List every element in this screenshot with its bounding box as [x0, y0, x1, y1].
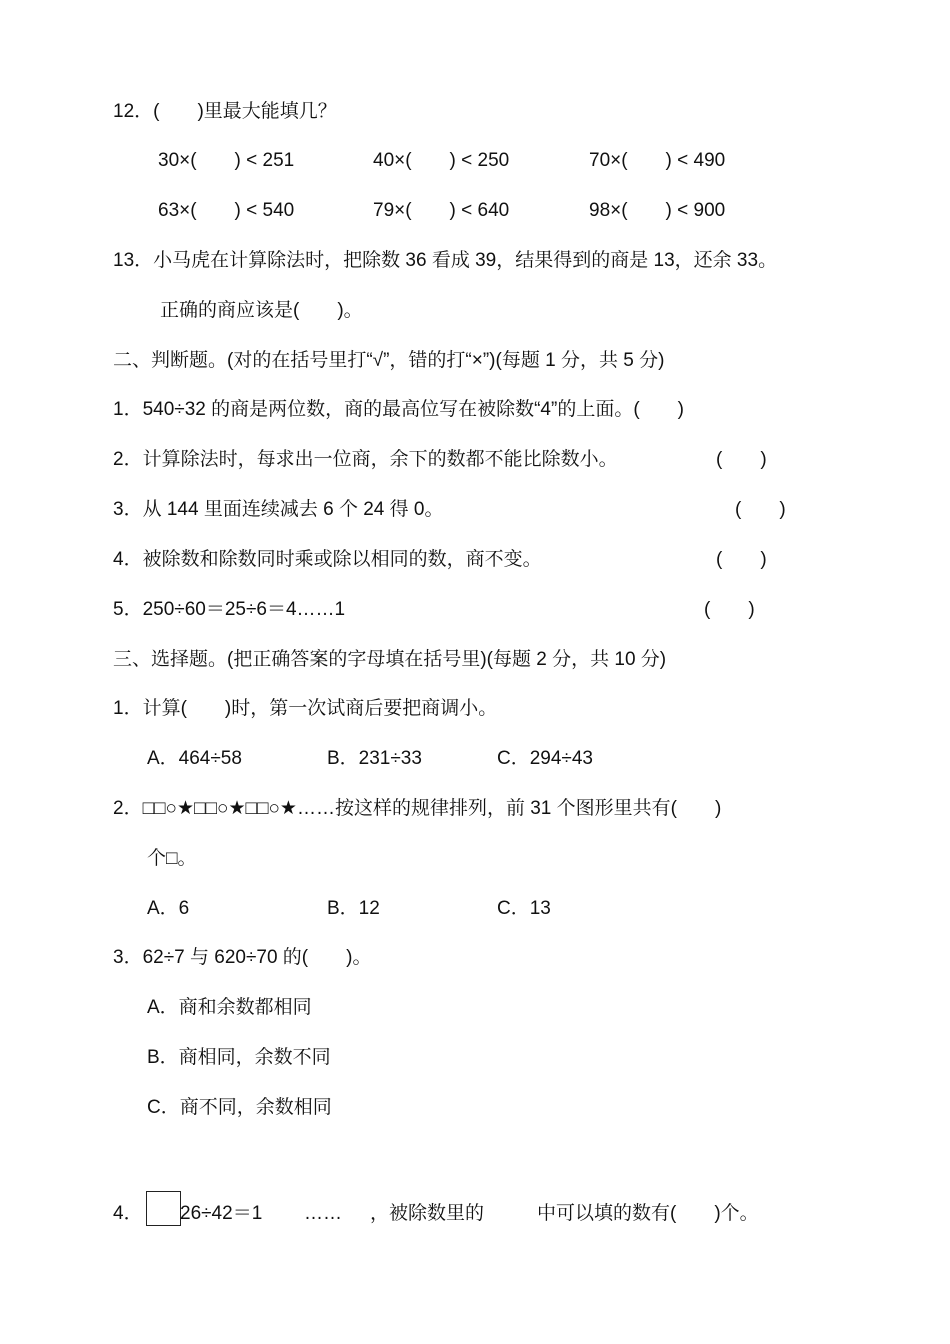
choice-q2-option-c: C．13: [497, 898, 551, 919]
q12-stem: 12．( )里最大能填几？: [113, 101, 337, 122]
judge-item-5-bracket: ( ): [704, 599, 755, 620]
judge-item-3-bracket: ( ): [735, 499, 786, 520]
judge-item-5: 5．250÷60＝25÷6＝4……1: [113, 599, 346, 620]
choice-q2-line-1: 2．□□○★□□○★□□○★……按这样的规律排列，前 31 个图形里共有( ): [113, 798, 722, 819]
choice-q4-dots: ……: [304, 1203, 342, 1224]
judge-item-3: 3．从 144 里面连续减去 6 个 24 得 0。: [113, 499, 444, 520]
section-3-heading: 三、选择题。(把正确答案的字母填在括号里)(每题 2 分，共 10 分): [113, 649, 667, 670]
choice-q1-stem: 1．计算( )时，第一次试商后要把商调小。: [113, 698, 498, 719]
choice-q4-tail: 中可以填的数有( )个。: [537, 1203, 759, 1224]
q12-item-3: 70×( ) < 490: [589, 150, 726, 171]
judge-item-4: 4．被除数和除数同时乘或除以相同的数，商不变。: [113, 549, 542, 570]
choice-q3-stem: 3．62÷7 与 620÷70 的( )。: [113, 947, 372, 968]
q13-line-2: 正确的商应该是( )。: [160, 300, 363, 321]
judge-item-4-bracket: ( ): [716, 549, 767, 570]
judge-item-2-bracket: ( ): [716, 449, 767, 470]
choice-q2-option-b: B．12: [327, 898, 380, 919]
q13-line-1: 13．小马虎在计算除法时，把除数 36 看成 39，结果得到的商是 13，还余 33。: [113, 250, 778, 271]
choice-q3-option-b: B．商相同，余数不同: [147, 1047, 331, 1068]
judge-item-2: 2．计算除法时，每求出一位商，余下的数都不能比除数小。: [113, 449, 618, 470]
q12-item-2: 40×( ) < 250: [373, 150, 510, 171]
q12-item-5: 79×( ) < 640: [373, 200, 510, 221]
section-2-heading: 二、判断题。(对的在括号里打“√”，错的打“×”)(每题 1 分，共 5 分): [113, 350, 665, 371]
judge-item-1: 1．540÷32 的商是两位数，商的最高位写在被除数“4”的上面。( ): [113, 399, 684, 420]
choice-q1-option-a: A．464÷58: [147, 748, 242, 769]
choice-q2-option-a: A．6: [147, 898, 190, 919]
dividend-blank-box: [146, 1191, 181, 1226]
choice-q4-middle: ，被除数里的: [370, 1203, 485, 1224]
q12-item-6: 98×( ) < 900: [589, 200, 726, 221]
choice-q1-option-c: C．294÷43: [497, 748, 593, 769]
choice-q2-line-2: 个□。: [147, 848, 197, 869]
q12-item-4: 63×( ) < 540: [158, 200, 295, 221]
q12-item-1: 30×( ) < 251: [158, 150, 295, 171]
choice-q3-option-c: C．商不同，余数相同: [147, 1097, 332, 1118]
choice-q4-number: 4．: [113, 1203, 143, 1224]
choice-q1-option-b: B．231÷33: [327, 748, 422, 769]
choice-q3-option-a: A．商和余数都相同: [147, 997, 312, 1018]
choice-q4-expression: 26÷42＝1: [180, 1203, 263, 1224]
